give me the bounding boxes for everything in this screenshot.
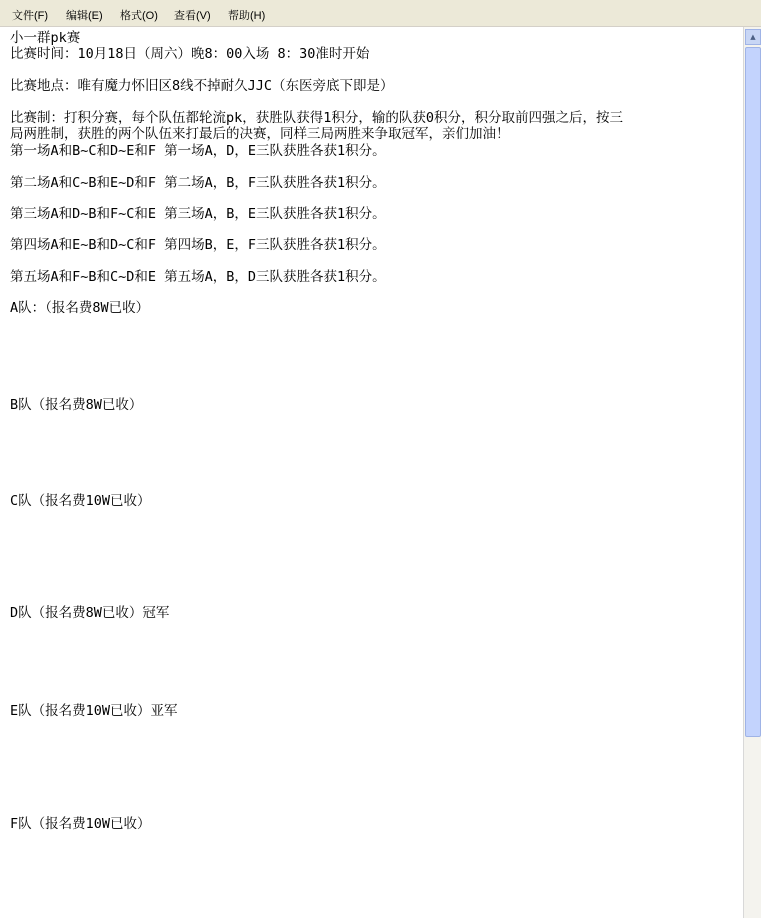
- team-header: B队（报名费8W已收）: [10, 397, 143, 413]
- scrollbar-thumb[interactable]: [745, 47, 761, 737]
- menu-view[interactable]: 查看(V): [174, 10, 211, 22]
- menu-help[interactable]: 帮助(H): [228, 10, 266, 22]
- team-header: D队（报名费8W已收）冠军: [10, 605, 170, 621]
- team-header: E队（报名费10W已收）亚军: [10, 703, 178, 719]
- menu-edit[interactable]: 编辑(E): [66, 10, 103, 22]
- vertical-scrollbar[interactable]: [743, 27, 761, 918]
- doc-title: 小一群pk赛: [10, 30, 81, 46]
- round-line: 第五场A和F~B和C~D和E 第五场A，B，D三队获胜各获1积分。: [10, 269, 386, 285]
- text-editor[interactable]: [0, 27, 743, 918]
- team-header: F队（报名费10W已收）: [10, 816, 151, 832]
- menu-bar: [0, 0, 761, 27]
- scroll-up-arrow-icon[interactable]: ▲: [745, 29, 761, 45]
- round-line: 第四场A和E~B和D~C和F 第四场B，E，F三队获胜各获1积分。: [10, 237, 386, 253]
- round-line: 第一场A和B~C和D~E和F 第一场A，D，E三队获胜各获1积分。: [10, 143, 386, 159]
- team-header: A队：（报名费8W已收）: [10, 300, 150, 316]
- rules-line-1: 比赛制：打积分赛，每个队伍都轮流pk，获胜队获得1积分，输的队获0积分，积分取前四强之后，按三: [10, 110, 624, 126]
- match-location: 比赛地点：唯有魔力怀旧区8线不掉耐久JJC（东医旁底下即是）: [10, 78, 394, 94]
- rules-line-2: 局两胜制，获胜的两个队伍来打最后的决赛，同样三局两胜来争取冠军，亲们加油！: [10, 126, 510, 142]
- round-line: 第二场A和C~B和E~D和F 第二场A，B，F三队获胜各获1积分。: [10, 175, 386, 191]
- team-header: C队（报名费10W已收）: [10, 493, 151, 509]
- menu-file[interactable]: 文件(F): [12, 10, 49, 22]
- match-time: 比赛时间：10月18日（周六）晚8：00入场 8：30准时开始: [10, 46, 370, 62]
- round-line: 第三场A和D~B和F~C和E 第三场A，B，E三队获胜各获1积分。: [10, 206, 386, 222]
- menu-format[interactable]: 格式(O): [120, 10, 158, 22]
